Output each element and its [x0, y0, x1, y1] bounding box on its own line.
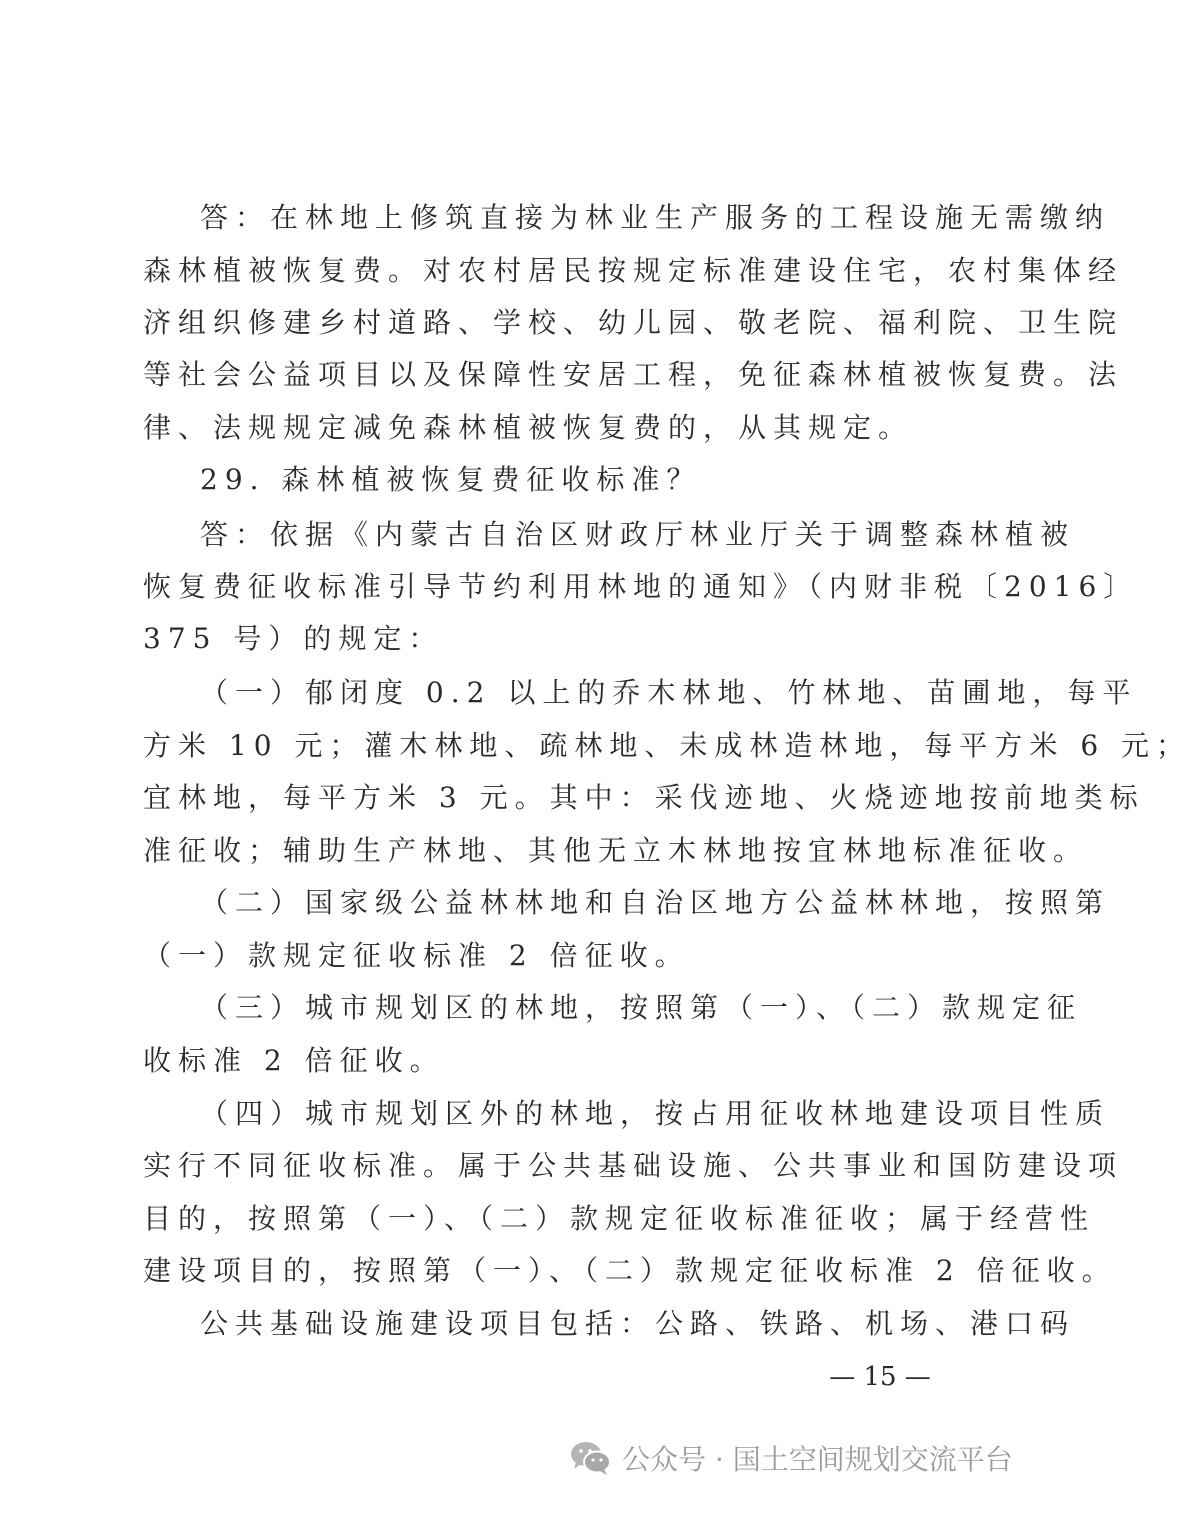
section-heading-text: 29. 森林植被恢复费征收标准？	[200, 463, 702, 496]
text-line-content: 律、法规规定减免森林植被恢复费的，从其规定。	[143, 411, 914, 444]
text-line	[0, 988, 1083, 1028]
text-line-content: 恢复费征收标准引导节约利用林地的通知》（内财非税〔2016〕	[143, 570, 1139, 603]
text-line-content: 方米 10 元；灌木林地、疏林地、未成林造林地，每平方米 6 元；	[143, 729, 1191, 762]
text-line	[0, 1251, 1117, 1291]
text-line	[0, 831, 1089, 871]
wechat-icon	[568, 1438, 614, 1478]
text-line	[0, 883, 1111, 923]
section-heading	[0, 460, 1080, 500]
text-line-content: 答：依据《内蒙古自治区财政厅林业厅关于调整森林植被	[200, 518, 1076, 551]
text-line	[0, 408, 1080, 448]
text-line-content: （二）国家级公益林林地和自治区地方公益林林地，按照第	[200, 886, 1111, 919]
text-line-content: （三）城市规划区的林地，按照第（一）、（二）款规定征	[200, 991, 1083, 1024]
text-line-content: 公共基础设施建设项目包括：公路、铁路、机场、港口码	[200, 1307, 1076, 1340]
text-line	[0, 198, 1111, 238]
text-line-content: 宜林地，每平方米 3 元。其中：采伐迹地、火烧迹地按前地类标	[143, 781, 1145, 814]
text-line	[0, 936, 1080, 976]
text-line-content: 济组织修建乡村道路、学校、幼儿园、敬老院、福利院、卫生院	[143, 306, 1124, 339]
text-line	[0, 567, 1139, 607]
page-number: — 15 —	[829, 1362, 931, 1392]
text-line	[0, 1304, 1080, 1344]
text-line-content: 森林植被恢复费。对农村居民按规定标准建设住宅，农村集体经	[143, 254, 1124, 287]
watermark-text: 公众号 · 国土空间规划交流平台	[622, 1443, 1013, 1476]
text-line	[0, 673, 1138, 713]
text-line-content: 准征收；辅助生产林地、其他无立木林地按宜林地标准征收。	[143, 834, 1089, 867]
text-line	[0, 1041, 1080, 1081]
text-line-content: 375 号）的规定：	[143, 622, 444, 655]
text-line-content: （一）款规定征收标准 2 倍征收。	[143, 939, 690, 972]
text-line	[0, 1146, 1124, 1186]
text-line	[0, 726, 1191, 766]
text-line	[0, 619, 1080, 659]
text-line	[0, 778, 1145, 818]
text-line-content: 目的，按照第（一）、（二）款规定征收标准征收；属于经营性	[143, 1202, 1096, 1235]
text-line-content: 实行不同征收标准。属于公共基础设施、公共事业和国防建设项	[143, 1149, 1124, 1182]
watermark	[568, 1433, 1068, 1483]
text-line	[0, 1199, 1096, 1239]
text-line	[0, 1094, 1111, 1134]
text-line	[0, 355, 1124, 395]
text-line	[0, 303, 1124, 343]
text-line-content: 建设项目的，按照第（一）、（二）款规定征收标准 2 倍征收。	[143, 1254, 1117, 1287]
text-line-content: 收标准 2 倍征收。	[143, 1044, 445, 1077]
text-line	[0, 251, 1124, 291]
text-line-content: （四）城市规划区外的林地，按占用征收林地建设项目性质	[200, 1097, 1111, 1130]
text-line-content: （一）郁闭度 0.2 以上的乔木林地、竹林地、苗圃地，每平	[200, 676, 1138, 709]
text-line	[0, 515, 1080, 555]
text-line-content: 答：在林地上修筑直接为林业生产服务的工程设施无需缴纳	[200, 201, 1111, 234]
text-line-content: 等社会公益项目以及保障性安居工程，免征森林植被恢复费。法	[143, 358, 1124, 391]
